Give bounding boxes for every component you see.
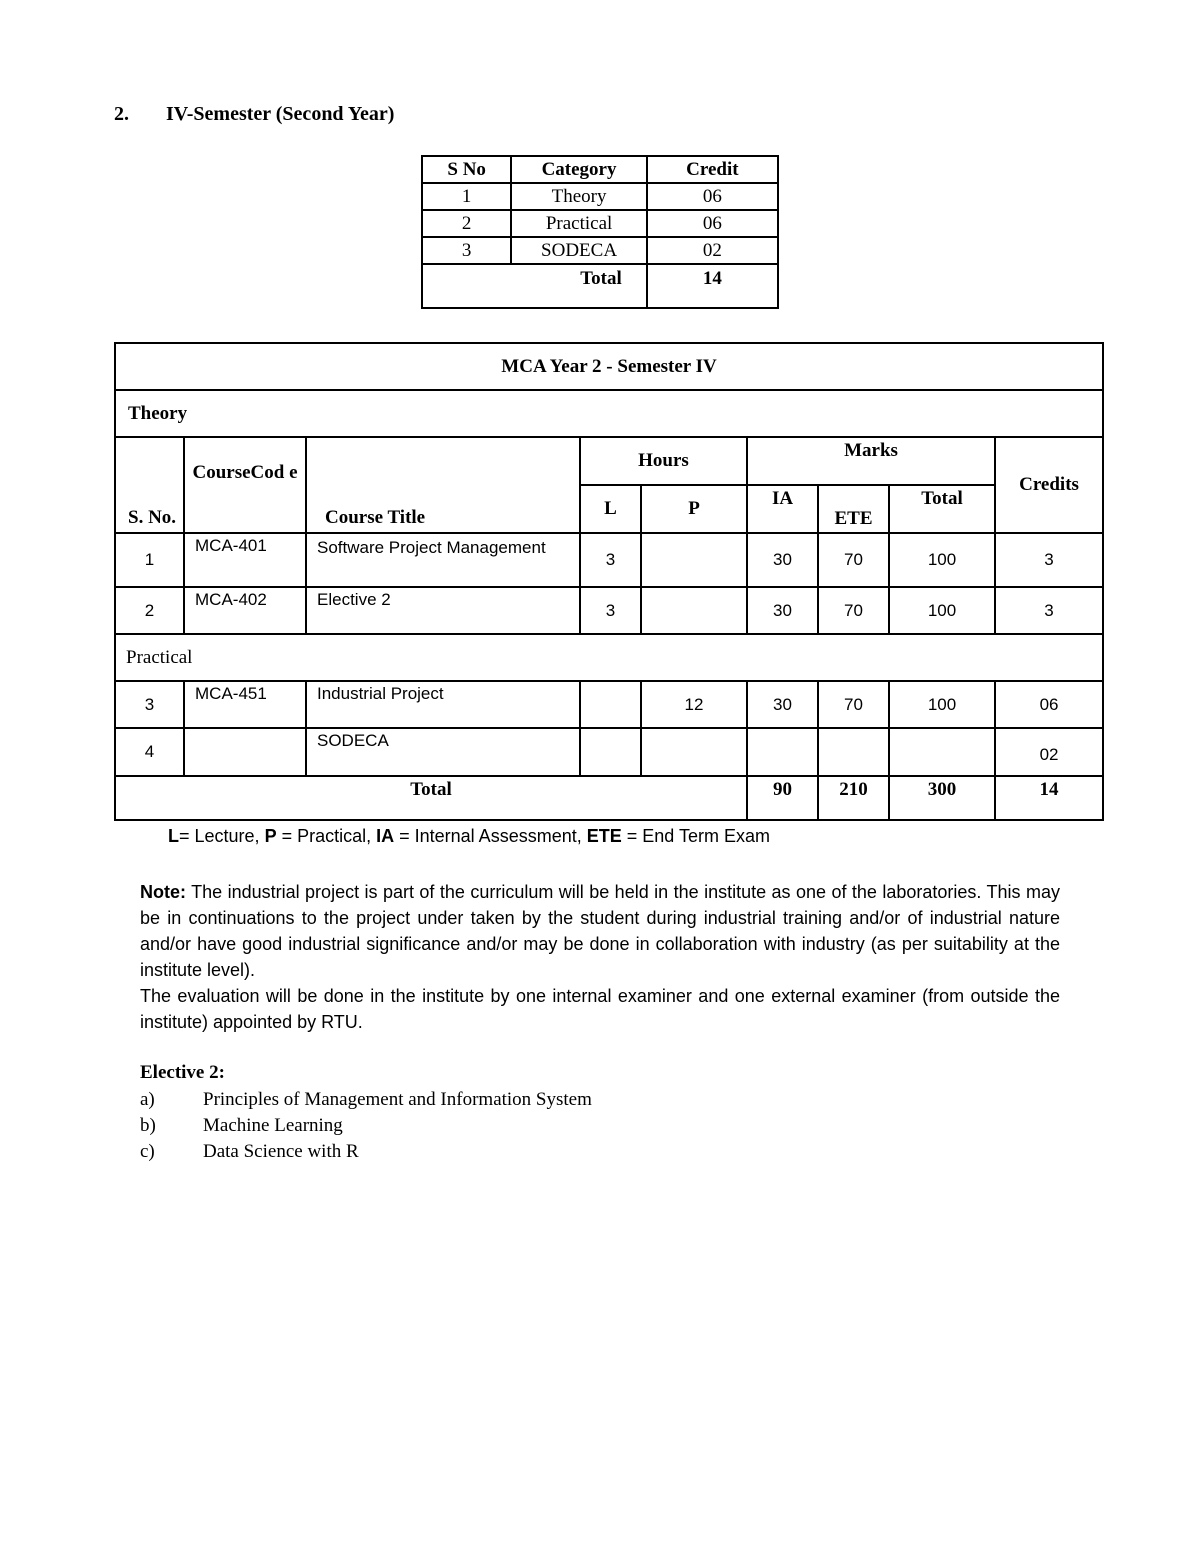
total-row: [422, 264, 778, 308]
header-credits: Credits: [995, 437, 1103, 533]
cell-total: 100: [889, 587, 995, 634]
note-text-1: The industrial project is part of the curriculum will be held in the institute as one of the laboratories. This may be in continuations to the project under taken by the student during industrial training and/or of industrial nature and/or have good industrial significance and/or may be done in collaboration with industry (as per suitability at the institute level).: [140, 882, 1060, 980]
header-total: Total: [889, 485, 995, 533]
table-row: [115, 681, 1103, 728]
table-row: [422, 237, 778, 264]
cell-course-title: Industrial Project: [306, 681, 580, 728]
total-row: [115, 776, 1103, 820]
cell-credits: 02: [995, 728, 1103, 776]
total-marks: 300: [889, 776, 995, 820]
cell-ia: [747, 728, 818, 776]
credit-summary-table: [421, 155, 779, 309]
header-sno: S. No.: [115, 437, 184, 533]
list-text: Data Science with R: [203, 1141, 359, 1162]
cell-course-code: MCA-401: [184, 533, 306, 587]
cell-credit: 02: [647, 237, 778, 264]
legend-l-key: L: [168, 826, 179, 846]
note-label: Note:: [140, 882, 186, 902]
cell-category: Theory: [511, 183, 646, 210]
header-marks: Marks: [747, 437, 995, 485]
cell-credits: 3: [995, 587, 1103, 634]
cell-p: [641, 728, 747, 776]
cell-l: 3: [580, 533, 641, 587]
header-ete: ETE: [818, 485, 889, 533]
legend-p-text: = Practical,: [276, 826, 377, 846]
cell-course-code: MCA-402: [184, 587, 306, 634]
note-paragraph-2: The evaluation will be done in the institute by one internal examiner and one external examiner (from outside the institute) appointed by RTU.: [140, 986, 1060, 1032]
cell-category: SODECA: [511, 237, 646, 264]
cell-credits: 06: [995, 681, 1103, 728]
list-item: [140, 1113, 592, 1139]
total-ia: 90: [747, 776, 818, 820]
cell-l: [580, 681, 641, 728]
cell-ete: [818, 728, 889, 776]
header-row-1: [115, 437, 1103, 485]
header-ia: IA: [747, 485, 818, 533]
practical-section-row: [115, 634, 1103, 681]
cell-course-title: Software Project Management: [306, 533, 580, 587]
elective-list: [140, 1087, 592, 1165]
legend-ia-text: = Internal Assessment,: [394, 826, 587, 846]
table-title: MCA Year 2 - Semester IV: [115, 343, 1103, 390]
header-sno: S No: [422, 156, 511, 183]
cell-sno: 2: [115, 587, 184, 634]
table-row: [115, 728, 1103, 776]
header-l: L: [580, 485, 641, 533]
list-item: [140, 1139, 592, 1165]
table-header-row: [422, 156, 778, 183]
total-ete: 210: [818, 776, 889, 820]
table-title-row: [115, 343, 1103, 390]
total-label: Total: [115, 776, 747, 820]
cell-ia: 30: [747, 533, 818, 587]
cell-credit: 06: [647, 183, 778, 210]
header-course-title: Course Title: [306, 437, 580, 533]
cell-credits: 3: [995, 533, 1103, 587]
list-marker: b): [140, 1115, 156, 1136]
legend-ete-text: = End Term Exam: [621, 826, 770, 846]
abbreviation-legend: [168, 826, 770, 847]
list-text: Machine Learning: [203, 1115, 343, 1136]
header-credit: Credit: [647, 156, 778, 183]
cell-course-title: Elective 2: [306, 587, 580, 634]
list-marker: c): [140, 1141, 155, 1162]
legend-p-key: P: [264, 826, 277, 846]
cell-ete: 70: [818, 587, 889, 634]
cell-total: 100: [889, 533, 995, 587]
theory-label: Theory: [115, 390, 1103, 437]
section-number: 2.: [114, 103, 129, 125]
cell-course-code: [184, 728, 306, 776]
cell-sno: 1: [115, 533, 184, 587]
cell-ia: 30: [747, 587, 818, 634]
cell-sno: 1: [422, 183, 511, 210]
cell-p: [641, 533, 747, 587]
cell-credit: 06: [647, 210, 778, 237]
cell-category: Practical: [511, 210, 646, 237]
course-table: [114, 342, 1104, 821]
cell-ia: 30: [747, 681, 818, 728]
list-item: [140, 1087, 592, 1113]
legend-ia-key: IA: [376, 826, 395, 846]
total-credits: 14: [995, 776, 1103, 820]
table-row: [422, 183, 778, 210]
elective-heading: Elective 2:: [140, 1062, 225, 1083]
cell-l: 3: [580, 587, 641, 634]
cell-total: 100: [889, 681, 995, 728]
cell-sno: 2: [422, 210, 511, 237]
table-row: [115, 587, 1103, 634]
cell-course-title: SODECA: [306, 728, 580, 776]
list-text: Principles of Management and Information System: [203, 1089, 592, 1110]
list-marker: a): [140, 1089, 155, 1110]
cell-sno: 3: [422, 237, 511, 264]
table-row: [422, 210, 778, 237]
theory-section-row: [115, 390, 1103, 437]
cell-l: [580, 728, 641, 776]
total-value: 14: [647, 264, 778, 308]
cell-sno: 3: [115, 681, 184, 728]
section-title: IV-Semester (Second Year): [166, 103, 395, 125]
legend-ete-key: ETE: [586, 826, 622, 846]
cell-p: 12: [641, 681, 747, 728]
header-course-code: CourseCod e: [184, 437, 306, 533]
table-row: [115, 533, 1103, 587]
header-hours: Hours: [580, 437, 747, 485]
cell-course-code: MCA-451: [184, 681, 306, 728]
cell-ete: 70: [818, 681, 889, 728]
cell-total: [889, 728, 995, 776]
practical-label: Practical: [115, 634, 1103, 681]
note-paragraph-1: [140, 879, 1060, 983]
header-category: Category: [511, 156, 646, 183]
note-block: [140, 879, 1060, 1035]
cell-sno: 4: [115, 728, 184, 776]
header-p: P: [641, 485, 747, 533]
total-label: Total: [422, 264, 647, 308]
cell-p: [641, 587, 747, 634]
cell-ete: 70: [818, 533, 889, 587]
legend-l-text: = Lecture,: [179, 826, 265, 846]
